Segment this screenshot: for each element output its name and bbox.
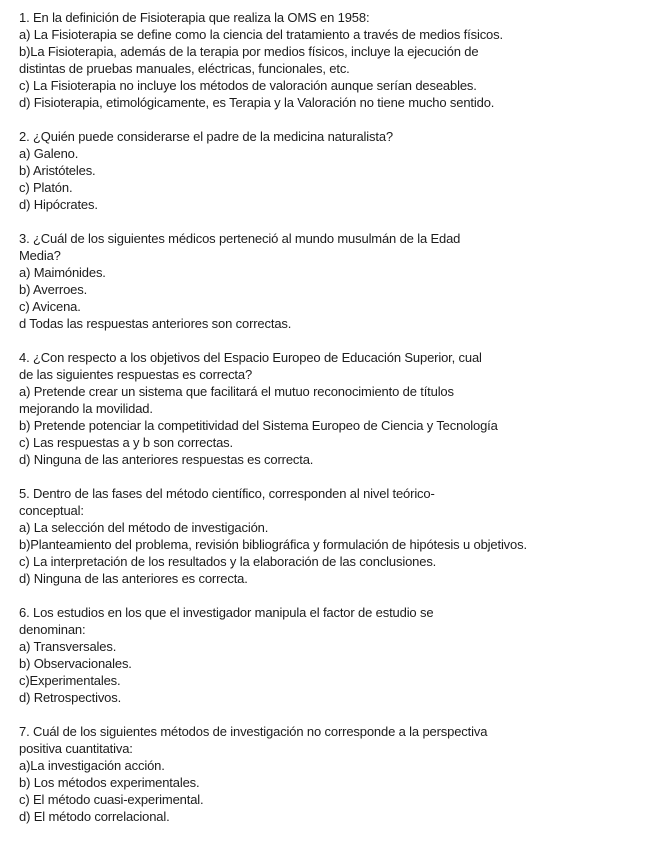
answer-option-b: b) Pretende potenciar la competitividad del Sistema Europeo de Ciencia y Tecnología (19, 418, 498, 433)
answer-option-a: a) Maimónides. (19, 265, 106, 280)
answer-option-b: b) Los métodos experimentales. (19, 775, 200, 790)
answer-option-a: a)La investigación acción. (19, 758, 165, 773)
answer-option-d: d) Fisioterapia, etimológicamente, es Terapia y la Valoración no tiene mucho sentido. (19, 95, 495, 110)
question-2 (19, 128, 639, 213)
answer-option-b: b)La Fisioterapia, además de la terapia por medios físicos, incluye la ejecución de (19, 44, 479, 59)
question-stem: 3. ¿Cuál de los siguientes médicos perteneció al mundo musulmán de la Edad (19, 231, 461, 246)
question-stem-continued: denominan: (19, 622, 86, 637)
answer-option-c: c)Experimentales. (19, 673, 121, 688)
question-document (19, 9, 639, 842)
answer-option-c: c) El método cuasi-experimental. (19, 792, 204, 807)
question-stem-continued: de las siguientes respuestas es correcta? (19, 367, 253, 382)
question-stem: 2. ¿Quién puede considerarse el padre de la medicina naturalista? (19, 129, 393, 144)
answer-option-b: b) Averroes. (19, 282, 88, 297)
answer-option-c: c) Las respuestas a y b son correctas. (19, 435, 233, 450)
answer-option-a: a) La Fisioterapia se define como la ciencia del tratamiento a través de medios físicos. (19, 27, 503, 42)
answer-option-a-continued: mejorando la movilidad. (19, 401, 153, 416)
question-3 (19, 230, 639, 332)
answer-option-a: a) Transversales. (19, 639, 117, 654)
question-1 (19, 9, 639, 111)
answer-option-b: b)Planteamiento del problema, revisión bibliográfica y formulación de hipótesis u objetivos. (19, 537, 527, 552)
question-stem: 6. Los estudios en los que el investigador manipula el factor de estudio se (19, 605, 434, 620)
question-stem-continued: positiva cuantitativa: (19, 741, 133, 756)
answer-option-d: d Todas las respuestas anteriores son correctas. (19, 316, 292, 331)
answer-option-d: d) Retrospectivos. (19, 690, 122, 705)
answer-option-a: a) La selección del método de investigación. (19, 520, 269, 535)
answer-option-c: c) La Fisioterapia no incluye los métodos de valoración aunque serían deseables. (19, 78, 477, 93)
answer-option-d: d) Ninguna de las anteriores es correcta. (19, 571, 248, 586)
question-6 (19, 604, 639, 706)
answer-option-a: a) Pretende crear un sistema que facilitará el mutuo reconocimiento de títulos (19, 384, 454, 399)
answer-option-c: c) La interpretación de los resultados y la elaboración de las conclusiones. (19, 554, 437, 569)
question-4 (19, 349, 639, 468)
answer-option-c: c) Avicena. (19, 299, 81, 314)
question-stem-continued: Media? (19, 248, 61, 263)
answer-option-b-continued: distintas de pruebas manuales, eléctricas, funcionales, etc. (19, 61, 350, 76)
question-stem: 5. Dentro de las fases del método científico, corresponden al nivel teórico- (19, 486, 435, 501)
answer-option-a: a) Galeno. (19, 146, 79, 161)
answer-option-d: d) Ninguna de las anteriores respuestas es correcta. (19, 452, 314, 467)
answer-option-b: b) Observacionales. (19, 656, 132, 671)
question-5 (19, 485, 639, 587)
question-stem: 4. ¿Con respecto a los objetivos del Espacio Europeo de Educación Superior, cual (19, 350, 482, 365)
answer-option-b: b) Aristóteles. (19, 163, 96, 178)
question-stem-continued: conceptual: (19, 503, 84, 518)
answer-option-d: d) Hipócrates. (19, 197, 98, 212)
question-stem: 1. En la definición de Fisioterapia que realiza la OMS en 1958: (19, 10, 370, 25)
answer-option-d: d) El método correlacional. (19, 809, 170, 824)
question-7 (19, 723, 639, 825)
question-stem: 7. Cuál de los siguientes métodos de investigación no corresponde a la perspectiva (19, 724, 488, 739)
answer-option-c: c) Platón. (19, 180, 73, 195)
